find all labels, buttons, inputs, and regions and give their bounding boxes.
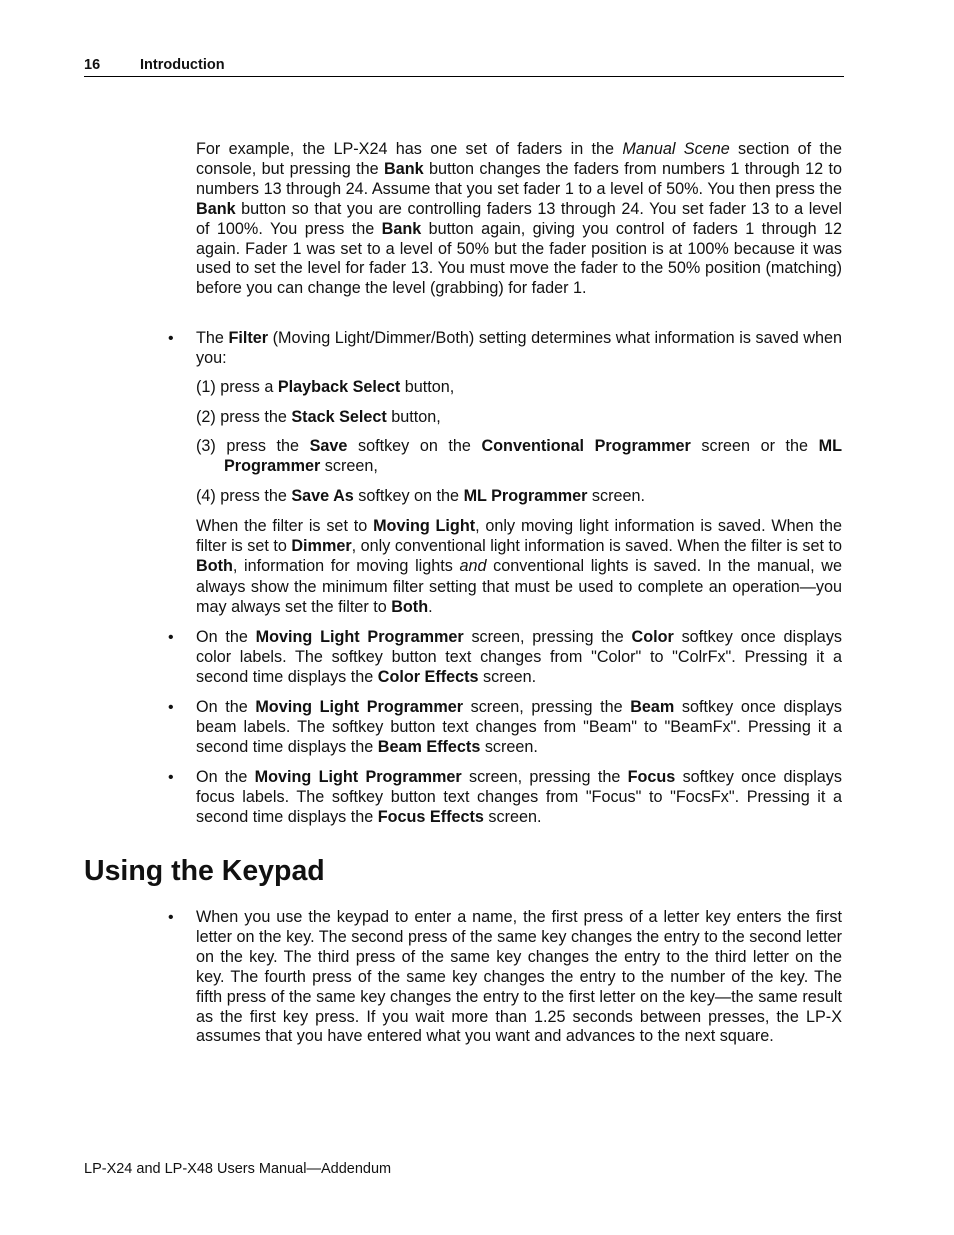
- bold-term: Focus: [627, 768, 676, 786]
- bold-term: Bank: [196, 199, 236, 218]
- section-heading: Using the Keypad: [84, 855, 325, 887]
- bold-term: Playback Select: [277, 378, 401, 396]
- focus-paragraph: On the Moving Light Programmer screen, pressing the Focus softkey once displays focus labels. The softkey button text changes from "Focus" to "FocsFx". Pressing it a second time displays the Focus Effects screen.: [196, 768, 842, 826]
- bold-term: ML Programmer: [463, 487, 588, 505]
- bold-term: Moving Light: [373, 517, 476, 535]
- bold-term: Bank: [384, 159, 424, 178]
- bold-term: Dimmer: [291, 537, 352, 556]
- page-header: [84, 56, 844, 77]
- bold-term: Stack Select: [291, 408, 387, 426]
- keypad-paragraph: When you use the keypad to enter a name, the first press of a letter key enters the first letter on the key. The second press of the same key changes the entry to the second letter on the key. The third press of the same key changes the entry to the third letter on the key. The fourth press of the same key changes the entry to the number of the key. The fifth press of the same key changes the entry to the first letter on the key—the same result as the first key press. If you wait more than 1.25 seconds between presses, the LP-X assumes that you have entered what you want and advances to the next square.: [196, 908, 842, 1046]
- italic-term: Manual Scene: [622, 140, 730, 158]
- bold-term: ML Programmer: [224, 437, 842, 475]
- bullet-marker: •: [168, 909, 174, 926]
- example-paragraph: For example, the LP-X24 has one set of faders in the Manual Scene section of the console, but pressing the Bank button changes the faders from numbers 1 through 12 to numbers 13 through 24. Assume that you set fader 1 to a level of 50%. You then press the Bank button so that you are controlling faders 13 through 24. You set fader 13 to a level of 100%. You press the Bank button again, giving you control of faders 1 through 12 again. Fader 1 was set to a level of 50% but the fader position is at 100% because it was used to set the level for fader 13. You must move the fader to the 50% position (matching) before you can change the level (grabbing) for fader 1.: [196, 140, 843, 298]
- color-paragraph: On the Moving Light Programmer screen, pressing the Color softkey once displays color labels. The softkey button text changes from "Color" to "ColrFx". Pressing it a second time displays the Color Effects screen.: [196, 628, 843, 686]
- list-item-1: (1) press a Playback Select button,: [196, 378, 455, 396]
- bold-term: Color Effects: [377, 667, 479, 686]
- page-number: 16: [84, 57, 101, 73]
- section-title: Introduction: [140, 57, 225, 73]
- beam-paragraph: On the Moving Light Programmer screen, pressing the Beam softkey once displays beam labels. The softkey button text changes from "Beam" to "BeamFx". Pressing it a second time displays the Beam Effects screen.: [196, 698, 843, 756]
- list-item-4: (4) press the Save As softkey on the ML Programmer screen.: [196, 487, 645, 505]
- filter-paragraph: The Filter (Moving Light/Dimmer/Both) setting determines what information is saved when you:: [196, 329, 842, 367]
- bold-term: Conventional Programmer: [481, 437, 691, 455]
- bullet-marker: •: [168, 629, 174, 646]
- bold-term: Both: [196, 557, 233, 576]
- bullet-marker: •: [168, 330, 174, 347]
- bold-term: Both: [391, 597, 429, 616]
- bold-term: Beam Effects: [377, 737, 481, 756]
- bold-term: Moving Light Programmer: [255, 628, 464, 646]
- list-item-2: (2) press the Stack Select button,: [196, 408, 441, 426]
- bold-term: Save: [309, 437, 348, 455]
- bold-term: Save As: [291, 487, 354, 505]
- bold-term: Moving Light Programmer: [254, 768, 462, 786]
- filter-note-paragraph: When the filter is set to Moving Light, only moving light information is saved. When the filter is set to Dimmer, only conventional light information is saved. When the filter is set to Both, information for moving lights and conventional lights is saved. In the manual, we always show the minimum filter setting that must be used to complete an operation—you may always set the filter to Both.: [196, 517, 843, 616]
- bold-term: Color: [631, 628, 674, 646]
- list-item-3: (3) press the Save softkey on the Conventional Programmer screen or the ML Programmer screen,: [196, 437, 842, 475]
- bold-term: Focus Effects: [377, 807, 484, 826]
- bold-term: Beam: [630, 698, 675, 716]
- bullet-marker: •: [168, 699, 174, 716]
- bullet-marker: •: [168, 769, 174, 786]
- italic-term: and: [459, 557, 487, 576]
- bold-term: Moving Light Programmer: [255, 698, 464, 716]
- page-footer: LP-X24 and LP-X48 Users Manual—Addendum: [84, 1161, 392, 1177]
- bold-term: Filter: [228, 329, 269, 347]
- bold-term: Bank: [381, 219, 422, 238]
